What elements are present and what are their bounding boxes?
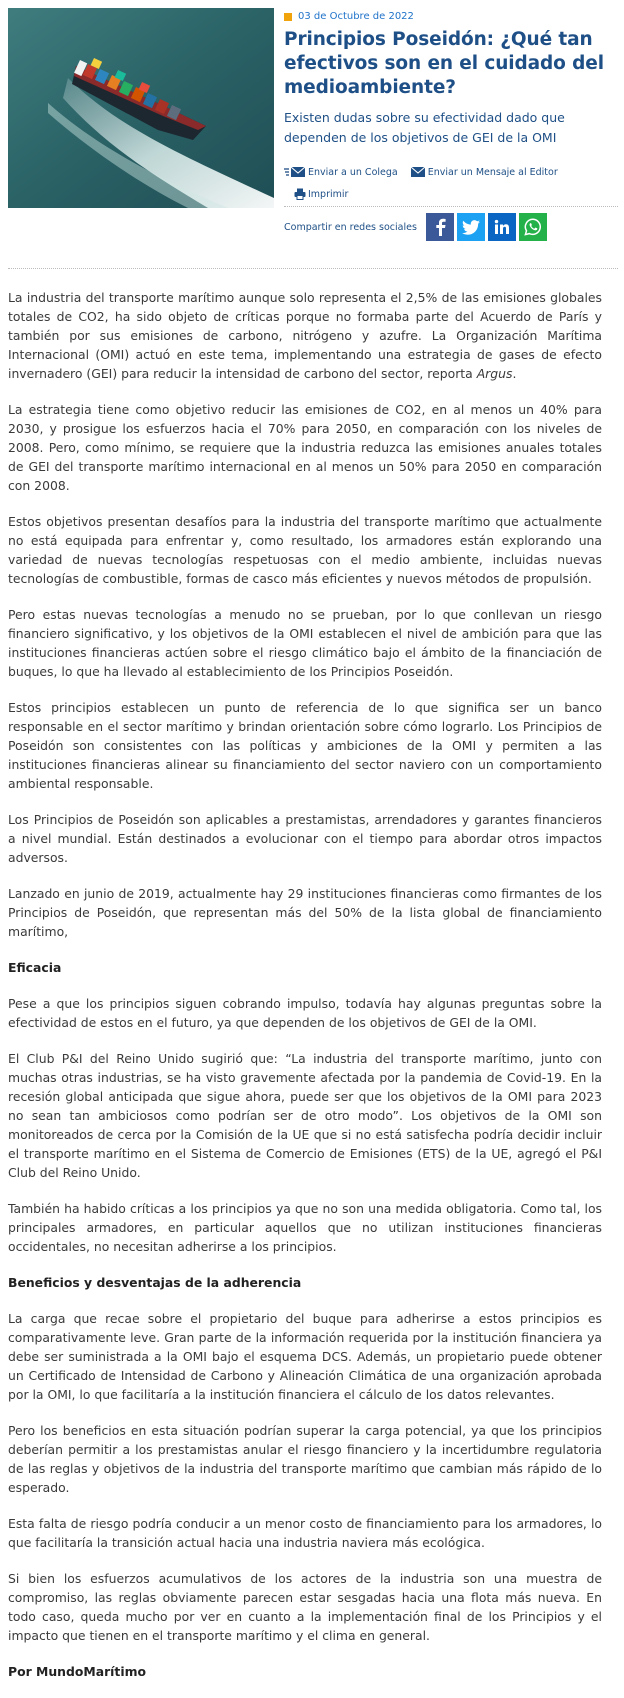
header-divider — [8, 268, 618, 269]
share-label: Compartir en redes sociales — [284, 221, 417, 233]
send-mail-icon — [284, 166, 306, 178]
send-colleague-label: Enviar a un Colega — [308, 166, 398, 178]
paragraph: Estos principios establecen un punto de referencia de lo que significa ser un banco responsable en el sector marítimo y brindan orientación sobre cómo lograrlo. Los Principios de Poseidón son consistentes con las políticas y ambiciones de la OMI y permiten a las instituciones financieras alinear su financiamiento del sector naviero con un comportamiento ambiental responsable. — [8, 700, 602, 791]
send-colleague-button[interactable] — [284, 166, 398, 178]
share-whatsapp-button[interactable] — [519, 213, 547, 241]
date-row — [284, 8, 618, 24]
paragraph: Esta falta de riesgo podría conducir a un menor costo de financiamiento para los armadores, lo que facilitaría la transición actual hacia una industria naviera más ecológica. — [8, 1516, 602, 1550]
container-ship-photo — [8, 8, 274, 208]
article-title: Principios Poseidón: ¿Qué tan efectivos son en el cuidado del medioambiente? — [284, 29, 604, 98]
source-name: Argus — [476, 366, 513, 381]
paragraph: Pese a que los principios siguen cobrando impulso, todavía hay algunas preguntas sobre la efectividad de estos en el futuro, ya que dependen de los objetivos de GEI de la OMI. — [8, 996, 602, 1030]
article-subtitle: Existen dudas sobre su efectividad dado que dependen de los objetivos de GEI de la OMI — [284, 110, 565, 145]
paragraph: Si bien los esfuerzos acumulativos de los actores de la industria son una muestra de compromiso, las reglas obviamente parecen estar sesgadas hacia una flota más nueva. En todo caso, queda mucho por ver en cuanto a la implementación final de los Principios y el impacto que tienen en el transporte marítimo y el clima en general. — [8, 1571, 602, 1643]
paragraph: El Club P&I del Reino Unido sugirió que: “La industria del transporte marítimo, junto con muchas otras industrias, se ha visto gravemente afectada por la pandemia de Covid-19. En la recesión global anticipada que sigue ahora, puede ser que los objetivos de la OMI para 2023 no sean tan ambiciosos como podrían ser de otro modo”. Los objetivos de la OMI son monitoreados de cerca por la Comisión de la UE que si no está satisfecha podría decidir incluir el transporte marítimo en el Sistema de Comercio de Emisiones (ETS) de la UE, agregó el P&I Club del Reino Unido. — [8, 1051, 602, 1180]
send-editor-label: Enviar un Mensaje al Editor — [427, 166, 558, 178]
article-date: 03 de Octubre de 2022 — [298, 10, 414, 22]
article-author: Por MundoMarítimo — [8, 1664, 147, 1679]
article-body — [8, 288, 602, 1698]
paragraph: Los Principios de Poseidón son aplicables a prestamistas, arrendadores y garantes financieros a nivel mundial. Están destinados a evolucionar con el tiempo para abordar otros impactos adversos. — [8, 812, 602, 865]
paragraph: La industria del transporte marítimo aunque solo representa el 2,5% de las emisiones globales totales de CO2, ha sido objeto de críticas porque no formaba parte del Acuerdo de París y también por sus emisiones de carbono, nitrógeno y azufre. La Organización Marítima Internacional (OMI) actuó en este tema, implementando una estrategia de gases de efecto invernadero (GEI) para reducir la intensidad de carbono del sector, reporta Argus. — [8, 290, 602, 381]
article-actions — [284, 164, 618, 241]
hero-image — [8, 8, 274, 208]
paragraph: Pero los beneficios en esta situación podrían superar la carga potencial, ya que los principios deberían permitir a los prestamistas anular el riesgo financiero y la incertidumbre regulatoria de las reglas y objetivos de la industria del transporte marítimo que cambian más rápido de lo esperado. — [8, 1423, 602, 1495]
whatsapp-icon — [524, 218, 542, 236]
article-header — [8, 8, 618, 270]
send-editor-button[interactable] — [410, 166, 558, 178]
paragraph: Lanzado en junio de 2019, actualmente hay 29 instituciones financieras como firmantes de los Principios de Poseidón, que representan más del 50% de la lista global de financiamiento marítimo, — [8, 886, 602, 939]
twitter-icon — [462, 220, 480, 235]
paragraph: También ha habido críticas a los principios ya que no son una medida obligatoria. Como tal, los principales armadores, en particular aquellos que no utilizan instituciones financieras occidentales, no necesitan adherirse a los principios. — [8, 1201, 602, 1254]
section-heading-eficacia: Eficacia — [8, 960, 62, 975]
share-twitter-button[interactable] — [457, 213, 485, 241]
date-bullet-icon — [284, 13, 292, 21]
printer-icon — [294, 188, 306, 200]
share-bar — [284, 206, 618, 241]
paragraph: La carga que recae sobre el propietario del buque para adherirse a estos principios es comparativamente leve. Gran parte de la información requerida por la institución financiera ya debe ser suministrada a la OMI bajo el esquema DCS. Además, un propietario puede obtener un Certificado de Intensidad de Carbono y Alineación Climática de una organización aprobada por la OMI, lo que facilitaría a la institución financiera el cálculo de los datos relevantes. — [8, 1311, 602, 1402]
facebook-icon — [433, 218, 447, 236]
article-meta — [284, 8, 618, 241]
section-heading-beneficios: Beneficios y desventajas de la adherencia — [8, 1275, 302, 1290]
envelope-icon — [410, 166, 426, 178]
paragraph: Pero estas nuevas tecnologías a menudo no se prueban, por lo que conllevan un riesgo financiero significativo, y los objetivos de la OMI establecen el nivel de ambición para que las instituciones financieras actúen sobre el riesgo climático bajo el ámbito de la financiación de buques, lo que ha llevado al establecimiento de los Principios Poseidón. — [8, 607, 602, 679]
print-label: Imprimir — [308, 188, 349, 200]
print-button[interactable] — [294, 188, 348, 200]
linkedin-icon — [494, 219, 510, 235]
paragraph: La estrategia tiene como objetivo reducir las emisiones de CO2, en al menos un 40% para 2030, y prosigue los esfuerzos hacia el 70% para 2050, en comparación con los niveles de 2008. Pero, como mínimo, se requiere que la industria reduzca las emisiones anuales totales de GEI del transporte marítimo internacional en al menos un 50% para 2050 en comparación con 2008. — [8, 402, 602, 493]
paragraph: Estos objetivos presentan desafíos para la industria del transporte marítimo que actualmente no está equipada para enfrentar y, como resultado, los armadores están explorando una variedad de nuevas tecnologías respetuosas con el medio ambiente, incluidas nuevas tecnologías de combustible, formas de casco más eficientes y nuevos métodos de propulsión. — [8, 514, 602, 586]
share-linkedin-button[interactable] — [488, 213, 516, 241]
share-facebook-button[interactable] — [426, 213, 454, 241]
